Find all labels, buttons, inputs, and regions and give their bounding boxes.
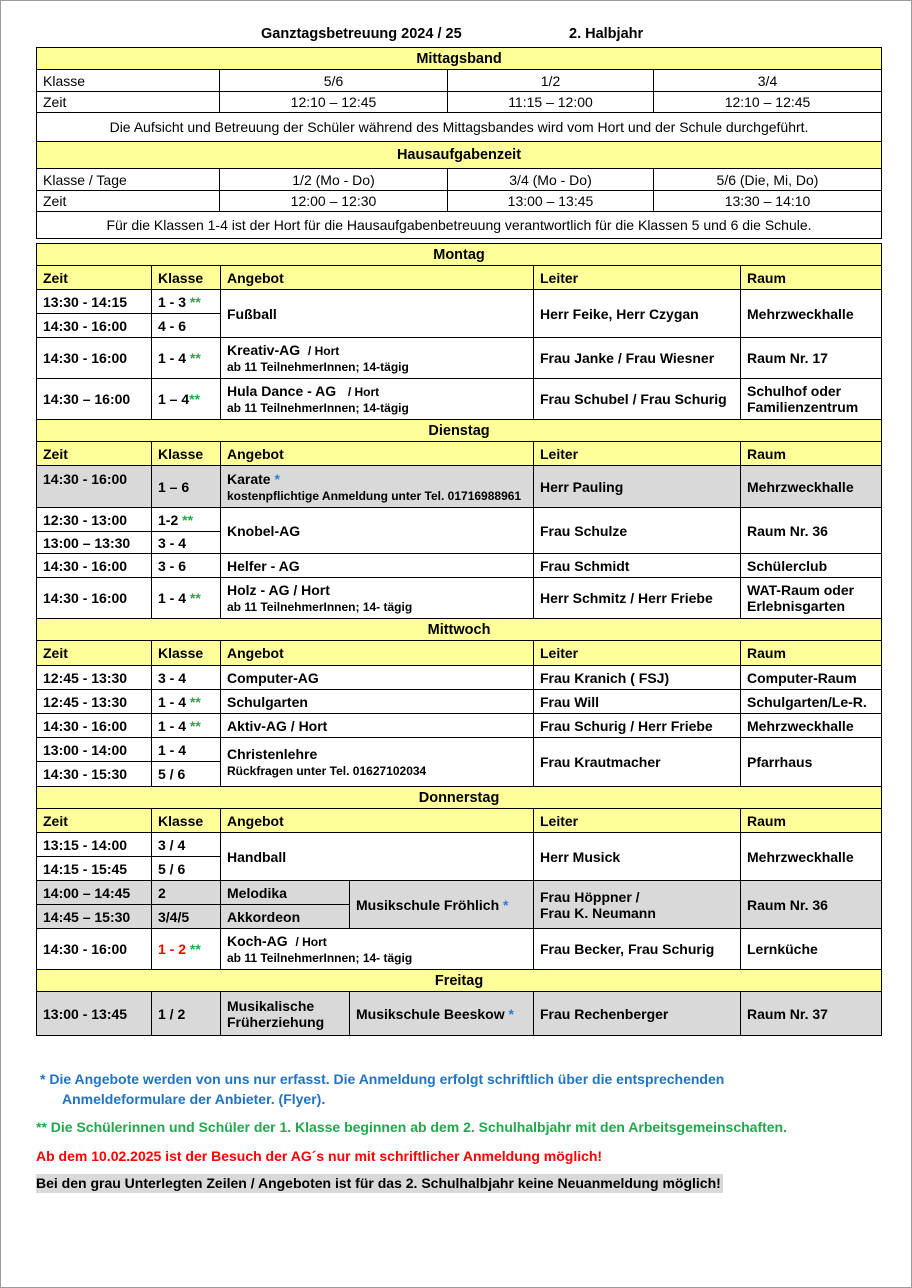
table-cell-leiter: Frau Höppner / Frau K. Neumann [534, 881, 741, 929]
col-angebot: Angebot [221, 266, 534, 290]
table-cell-angebot: Handball [221, 833, 534, 881]
day-mittwoch: Mittwoch [37, 619, 882, 641]
table-cell-raum: Mehrzweckhalle [741, 714, 882, 738]
table-cell-zeit: 13:00 – 13:30 [37, 532, 152, 554]
table-cell-angebot: Hula Dance - AG / Hort ab 11 TeilnehmerInnen; 14-tägig [221, 379, 534, 420]
table-cell-angebot: Fußball [221, 290, 534, 338]
mittag-zeit-label: Zeit [37, 92, 220, 113]
ha-zeit-1: 12:00 – 12:30 [220, 191, 448, 212]
table-cell-zeit: 14:15 - 15:45 [37, 857, 152, 881]
table-cell-raum: Schülerclub [741, 554, 882, 578]
table-cell-angebot: Musikalische Früherziehung [221, 992, 350, 1036]
table-cell-raum: WAT-Raum oder Erlebnisgarten [741, 578, 882, 619]
col-raum: Raum [741, 266, 882, 290]
table-cell-leiter: Frau Will [534, 690, 741, 714]
ha-zeit-2: 13:00 – 13:45 [448, 191, 654, 212]
ha-klasse-2: 3/4 (Mo - Do) [448, 169, 654, 191]
table-cell-raum: Raum Nr. 37 [741, 992, 882, 1036]
table-cell-klasse: 1 - 4 ** [152, 714, 221, 738]
col-klasse: Klasse [152, 641, 221, 666]
ha-zeit-label: Zeit [37, 191, 220, 212]
table-cell-angebot: Aktiv-AG / Hort [221, 714, 534, 738]
table-cell-leiter: Frau Janke / Frau Wiesner [534, 338, 741, 379]
table-cell-klasse: 1 - 4 [152, 738, 221, 762]
mittag-zeit-3: 12:10 – 12:45 [654, 92, 882, 113]
table-cell-leiter: Frau Krautmacher [534, 738, 741, 787]
table-cell-leiter: Herr Schmitz / Herr Friebe [534, 578, 741, 619]
mittagsband-title: Mittagsband [37, 48, 882, 70]
table-cell-angebot: Kreativ-AG / Hort ab 11 TeilnehmerInnen; 14-tägig [221, 338, 534, 379]
table-cell-leiter: Herr Pauling [534, 466, 741, 508]
table-cell-angebot: Karate * kostenpflichtige Anmeldung unter Tel. 01716988961 [221, 466, 534, 508]
table-cell-angebot: Computer-AG [221, 666, 534, 690]
table-cell-leiter: Herr Musick [534, 833, 741, 881]
table-cell-klasse: 1 – 6 [152, 466, 221, 508]
table-cell-klasse: 1 - 4 ** [152, 690, 221, 714]
table-cell-raum: Mehrzweckhalle [741, 833, 882, 881]
col-raum: Raum [741, 641, 882, 666]
table-cell-angebot: Schulgarten [221, 690, 534, 714]
table-cell-zeit: 14:30 - 16:00 [37, 554, 152, 578]
table-cell-zeit: 13:15 - 14:00 [37, 833, 152, 857]
col-leiter: Leiter [534, 641, 741, 666]
mittagsband-table [36, 47, 882, 239]
col-leiter: Leiter [534, 442, 741, 466]
col-angebot: Angebot [221, 809, 534, 833]
table-cell-klasse: 5 / 6 [152, 857, 221, 881]
table-cell-klasse: 1 - 3 ** [152, 290, 221, 314]
day-freitag: Freitag [37, 970, 882, 992]
table-cell-zeit: 14:30 - 16:00 [37, 466, 152, 508]
col-zeit: Zeit [37, 641, 152, 666]
table-cell-raum: Lernküche [741, 929, 882, 970]
table-cell-klasse: 2 [152, 881, 221, 905]
table-cell-leiter: Frau Schurig / Herr Friebe [534, 714, 741, 738]
col-zeit: Zeit [37, 442, 152, 466]
table-cell-leiter: Frau Schubel / Frau Schurig [534, 379, 741, 420]
table-cell-klasse: 1 - 4 ** [152, 338, 221, 379]
table-cell-zeit: 13:30 - 14:15 [37, 290, 152, 314]
ha-klasse-1: 1/2 (Mo - Do) [220, 169, 448, 191]
table-cell-raum: Pfarrhaus [741, 738, 882, 787]
col-klasse: Klasse [152, 442, 221, 466]
table-cell-klasse: 3 - 6 [152, 554, 221, 578]
table-cell-zeit: 14:30 - 16:00 [37, 338, 152, 379]
table-cell-angebot: Holz - AG / Hort ab 11 TeilnehmerInnen; 14- tägig [221, 578, 534, 619]
page-title: Ganztagsbetreuung 2024 / 25 [261, 26, 462, 42]
day-donnerstag: Donnerstag [37, 787, 882, 809]
col-raum: Raum [741, 809, 882, 833]
table-cell-raum: Schulgarten/Le-R. [741, 690, 882, 714]
table-cell-zeit: 12:45 - 13:30 [37, 666, 152, 690]
mittag-zeit-1: 12:10 – 12:45 [220, 92, 448, 113]
day-dienstag: Dienstag [37, 420, 882, 442]
ha-klasse-label: Klasse / Tage [37, 169, 220, 191]
table-cell-zeit: 14:45 – 15:30 [37, 905, 152, 929]
table-cell-raum: Raum Nr. 36 [741, 508, 882, 554]
table-cell-klasse: 4 - 6 [152, 314, 221, 338]
table-cell-zeit: 14:30 - 16:00 [37, 578, 152, 619]
table-cell-angebot: Akkordeon [221, 905, 350, 929]
notice-registration: Ab dem 10.02.2025 ist der Besuch der AG´s nur mit schriftlicher Anmeldung möglich! [36, 1148, 603, 1164]
hausaufgaben-title: Hausaufgabenzeit [37, 142, 882, 169]
table-cell-raum: Raum Nr. 17 [741, 338, 882, 379]
table-cell-klasse: 3 - 4 [152, 532, 221, 554]
notice-gray-rows: Bei den grau Unterlegten Zeilen / Angeboten ist für das 2. Schulhalbjahr keine Neuanmeldung möglich! [36, 1175, 721, 1191]
table-cell-raum: Mehrzweckhalle [741, 466, 882, 508]
table-cell-angebot: Melodika [221, 881, 350, 905]
footnote-star-cont: Anmeldeformulare der Anbieter. (Flyer). [62, 1091, 326, 1107]
table-cell-klasse: 3 - 4 [152, 666, 221, 690]
table-cell-zeit: 14:30 - 16:00 [37, 714, 152, 738]
table-cell-zeit: 14:30 - 15:30 [37, 762, 152, 787]
table-cell-angebot: Helfer - AG [221, 554, 534, 578]
table-cell-anbieter: Musikschule Fröhlich * [350, 881, 534, 929]
table-cell-zeit: 14:30 - 16:00 [37, 314, 152, 338]
mittag-zeit-2: 11:15 – 12:00 [448, 92, 654, 113]
table-cell-raum: Computer-Raum [741, 666, 882, 690]
table-cell-klasse: 1 / 2 [152, 992, 221, 1036]
col-zeit: Zeit [37, 266, 152, 290]
table-cell-leiter: Frau Becker, Frau Schurig [534, 929, 741, 970]
table-cell-leiter: Frau Schmidt [534, 554, 741, 578]
col-angebot: Angebot [221, 641, 534, 666]
table-cell-leiter: Frau Rechenberger [534, 992, 741, 1036]
table-cell-leiter: Frau Kranich ( FSJ) [534, 666, 741, 690]
col-raum: Raum [741, 442, 882, 466]
mittag-note: Die Aufsicht und Betreuung der Schüler während des Mittagsbandes wird vom Hort und der Schule durchgeführt. [37, 113, 882, 142]
table-cell-zeit: 12:30 - 13:00 [37, 508, 152, 532]
table-cell-leiter: Frau Schulze [534, 508, 741, 554]
table-cell-zeit: 14:30 - 16:00 [37, 929, 152, 970]
table-cell-klasse: 1 - 4 ** [152, 578, 221, 619]
mittag-klasse-1: 5/6 [220, 70, 448, 92]
footnote-double-star: ** Die Schülerinnen und Schüler der 1. Klasse beginnen ab dem 2. Schulhalbjahr mit den Arbeitsgemeinschaften. [36, 1119, 787, 1135]
day-montag: Montag [37, 244, 882, 266]
table-cell-zeit: 14:30 – 16:00 [37, 379, 152, 420]
table-cell-klasse: 3 / 4 [152, 833, 221, 857]
col-klasse: Klasse [152, 266, 221, 290]
table-cell-klasse: 1-2 ** [152, 508, 221, 532]
table-cell-klasse: 1 – 4** [152, 379, 221, 420]
table-cell-klasse: 3/4/5 [152, 905, 221, 929]
table-cell-raum: Raum Nr. 36 [741, 881, 882, 929]
col-angebot: Angebot [221, 442, 534, 466]
ha-note: Für die Klassen 1-4 ist der Hort für die Hausaufgabenbetreuung verantwortlich für die Klassen 5 und 6 die Schule. [37, 212, 882, 239]
table-cell-angebot: Knobel-AG [221, 508, 534, 554]
table-cell-leiter: Herr Feike, Herr Czygan [534, 290, 741, 338]
table-cell-klasse: 1 - 2 ** [152, 929, 221, 970]
col-leiter: Leiter [534, 266, 741, 290]
ha-klasse-3: 5/6 (Die, Mi, Do) [654, 169, 882, 191]
footnote-star: * Die Angebote werden von uns nur erfasst. Die Anmeldung erfolgt schriftlich über die entsprechenden [40, 1071, 725, 1087]
term-label: 2. Halbjahr [569, 26, 644, 42]
table-cell-zeit: 13:00 - 14:00 [37, 738, 152, 762]
table-cell-raum: Schulhof oder Familienzentrum [741, 379, 882, 420]
mittag-klasse-label: Klasse [37, 70, 220, 92]
table-cell-zeit: 12:45 - 13:30 [37, 690, 152, 714]
table-cell-angebot: Koch-AG / Hort ab 11 TeilnehmerInnen; 14- tägig [221, 929, 534, 970]
schedule-table [36, 243, 882, 1036]
col-zeit: Zeit [37, 809, 152, 833]
mittag-klasse-2: 1/2 [448, 70, 654, 92]
col-leiter: Leiter [534, 809, 741, 833]
ha-zeit-3: 13:30 – 14:10 [654, 191, 882, 212]
table-cell-angebot: Christenlehre Rückfragen unter Tel. 01627102034 [221, 738, 534, 787]
mittag-klasse-3: 3/4 [654, 70, 882, 92]
table-cell-anbieter: Musikschule Beeskow * [350, 992, 534, 1036]
col-klasse: Klasse [152, 809, 221, 833]
table-cell-raum: Mehrzweckhalle [741, 290, 882, 338]
table-cell-zeit: 13:00 - 13:45 [37, 992, 152, 1036]
table-cell-zeit: 14:00 – 14:45 [37, 881, 152, 905]
table-cell-klasse: 5 / 6 [152, 762, 221, 787]
